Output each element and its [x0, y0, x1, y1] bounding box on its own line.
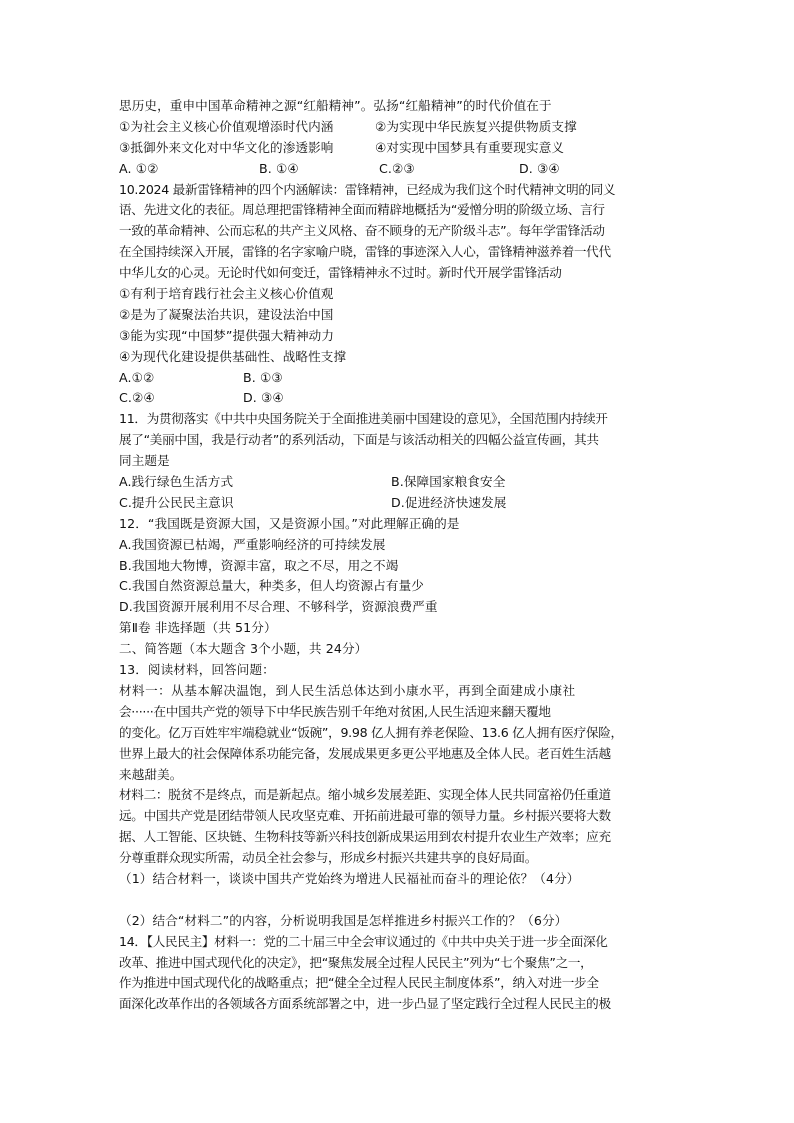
q10-item-3: ③能为实现“中国梦”提供强大精神动力 — [119, 327, 335, 343]
q11-line-2: 展了“美丽中国，我是行动者”的系列活动，下面是与该活动相关的四幅公益宣传画，其共 — [119, 432, 599, 448]
q9-item-1: ①为社会主义核心价值观增添时代内涵 — [119, 118, 334, 134]
q10-line-4: 在全国持续深入开展，雷锋的名字家喻户晓，雷锋的事迹深入人心，雷锋精神滋养着一代代 — [119, 244, 611, 260]
q14-line-1: 14．【人民民主】材料一：党的二十届三中全会审议通过的《中共中央关于进一步全面深化 — [119, 933, 608, 949]
q9-option-d: D. ③④ — [519, 160, 560, 176]
q10-options-row-1 — [119, 368, 679, 389]
q10-item-1: ①有利于培育践行社会主义核心价值观 — [119, 286, 334, 302]
q9-item-2: ②为实现中华民族复兴提供物质支撑 — [375, 118, 577, 134]
q9-option-c: C.②③ — [379, 160, 415, 176]
q11-options-row-1 — [119, 472, 679, 493]
q9-items-row-2 — [119, 138, 679, 159]
q13-material2-line-3: 据、人工智能、区块链、生物科技等新兴科技创新成果运用到农村提升农业生产效率；应充 — [119, 829, 611, 845]
q10-line-1: 10.2024 最新雷锋精神的四个内涵解读：雷锋精神，已经成为我们这个时代精神文明的同义 — [119, 181, 616, 197]
q11-options-row-2 — [119, 493, 679, 514]
q9-stem: 思历史，重申中国革命精神之源“红船精神”。弘扬“红船精神”的时代价值在于 — [119, 98, 552, 113]
q13-stem: 13．阅读材料，回答问题： — [119, 662, 275, 678]
q10-option-b: B. ①③ — [243, 369, 283, 385]
q10-line-3: 一致的革命精神、公而忘私的共产主义风格、奋不顾身的无产阶级斗志”。每年学雷锋活动 — [119, 223, 605, 239]
q10-line-2: 语、先进文化的表征。周总理把雷锋精神全面而精辟地概括为“爱憎分明的阶级立场、言行 — [119, 202, 605, 218]
q13-sub-question-2: （2）结合“材料二”的内容，分析说明我国是怎样推进乡村振兴工作的？（6分） — [119, 912, 568, 928]
q11-option-c: C.提升公民民主意识 — [119, 494, 234, 510]
q12-stem: 12．“我国既是资源大国，又是资源小国。”对此理解正确的是 — [119, 515, 460, 531]
q11-option-b: B.保障国家粮食安全 — [391, 474, 506, 490]
q9-option-a: A. ①② — [119, 160, 159, 176]
part2-section: 二、简答题（本大题含 3个小题，共 24分） — [119, 641, 368, 657]
q13-material1-line-1: 材料一：从基本解决温饱，到人民生活总体达到小康水平，再到全面建成小康社 — [119, 682, 576, 698]
q9-items-row-1 — [119, 117, 679, 138]
q10-option-c: C.②④ — [119, 390, 155, 406]
q10-line-5: 中华儿女的心灵。无论时代如何变迁，雷锋精神永不过时。新时代开展学雷锋活动 — [119, 265, 562, 281]
q10-option-a: A.①② — [119, 369, 155, 385]
q13-material2-line-2: 远。中国共产党是团结带领人民攻坚克难、开拓前进最可靠的领导力量。乡村振兴要将大数 — [119, 808, 611, 824]
q12-option-b: B.我国地大物博，资源丰富，取之不尽，用之不竭 — [119, 557, 399, 573]
q11-line-1: 11．为贯彻落实《中共中央国务院关于全面推进美丽中国建设的意见》，全国范围内持续开 — [119, 411, 608, 427]
q9-options — [119, 159, 679, 180]
q13-material1-line-4: 世界上最大的社会保障体系功能完备，发展成果更多更公平地惠及全体人民。老百姓生活越 — [119, 745, 611, 761]
q9-item-3: ③抵御外来文化对中华文化的渗透影响 — [119, 139, 334, 155]
q13-sub-question-1: （1）结合材料一，谈谈中国共产党始终为增进人民福祉而奋斗的理论依？（4分） — [119, 870, 580, 886]
q12-option-a: A.我国资源已枯竭，严重影响经济的可持续发展 — [119, 536, 386, 552]
q11-line-3: 同主题是 — [119, 453, 170, 469]
q9-option-b: B. ①④ — [259, 160, 299, 176]
q10-option-d: D. ③④ — [243, 390, 284, 406]
q10-options-row-2 — [119, 388, 679, 409]
q11-option-a: A.践行绿色生活方式 — [119, 474, 234, 490]
exam-page — [119, 96, 679, 1015]
q13-material1-line-2: 会······在中国共产党的领导下中华民族告别千年绝对贫困,人民生活迎来翻天覆地 — [119, 703, 551, 719]
q13-material2-line-4: 分尊重群众现实所需，动员全社会参与，形成乡村振兴共建共享的良好局面。 — [119, 850, 537, 866]
q12-option-c: C.我国自然资源总量大，种类多，但人均资源占有量少 — [119, 578, 424, 594]
q13-material1-line-3: 的变化。亿万百姓牢牢端稳就业“饭碗”，9.98 亿人拥有养老保险、13.6 亿人拥有医疗保险， — [119, 724, 623, 740]
q9-item-4: ④对实现中国梦具有重要现实意义 — [375, 139, 565, 155]
q14-line-3: 作为推进中国式现代化的战略重点；把“健全全过程人民民主制度体系”，纳入对进一步全 — [119, 975, 599, 991]
q12-option-d: D.我国资源开展利用不尽合理、不够科学，资源浪费严重 — [119, 599, 438, 615]
q13-material2-line-1: 材料二：脱贫不是终点，而是新起点。缩小城乡发展差距、实现全体人民共同富裕仍任重道 — [119, 787, 611, 803]
answer-space — [119, 890, 679, 911]
q10-item-4: ④为现代化建设提供基础性、战略性支撑 — [119, 348, 347, 364]
q11-option-d: D.促进经济快速发展 — [391, 494, 507, 510]
q13-material1-line-5: 来越甜美。 — [119, 766, 183, 782]
part2-title: 第Ⅱ卷 非选择题（共 51分） — [119, 620, 277, 636]
q14-line-4: 面深化改革作出的各领域各方面系统部署之中，进一步凸显了坚定践行全过程人民民主的极 — [119, 996, 611, 1012]
q14-line-2: 改革、推进中国式现代化的决定》，把“聚焦发展全过程人民民主”列为“七个聚焦”之一， — [119, 954, 593, 970]
q10-item-2: ②是为了凝聚法治共识，建设法治中国 — [119, 306, 334, 322]
